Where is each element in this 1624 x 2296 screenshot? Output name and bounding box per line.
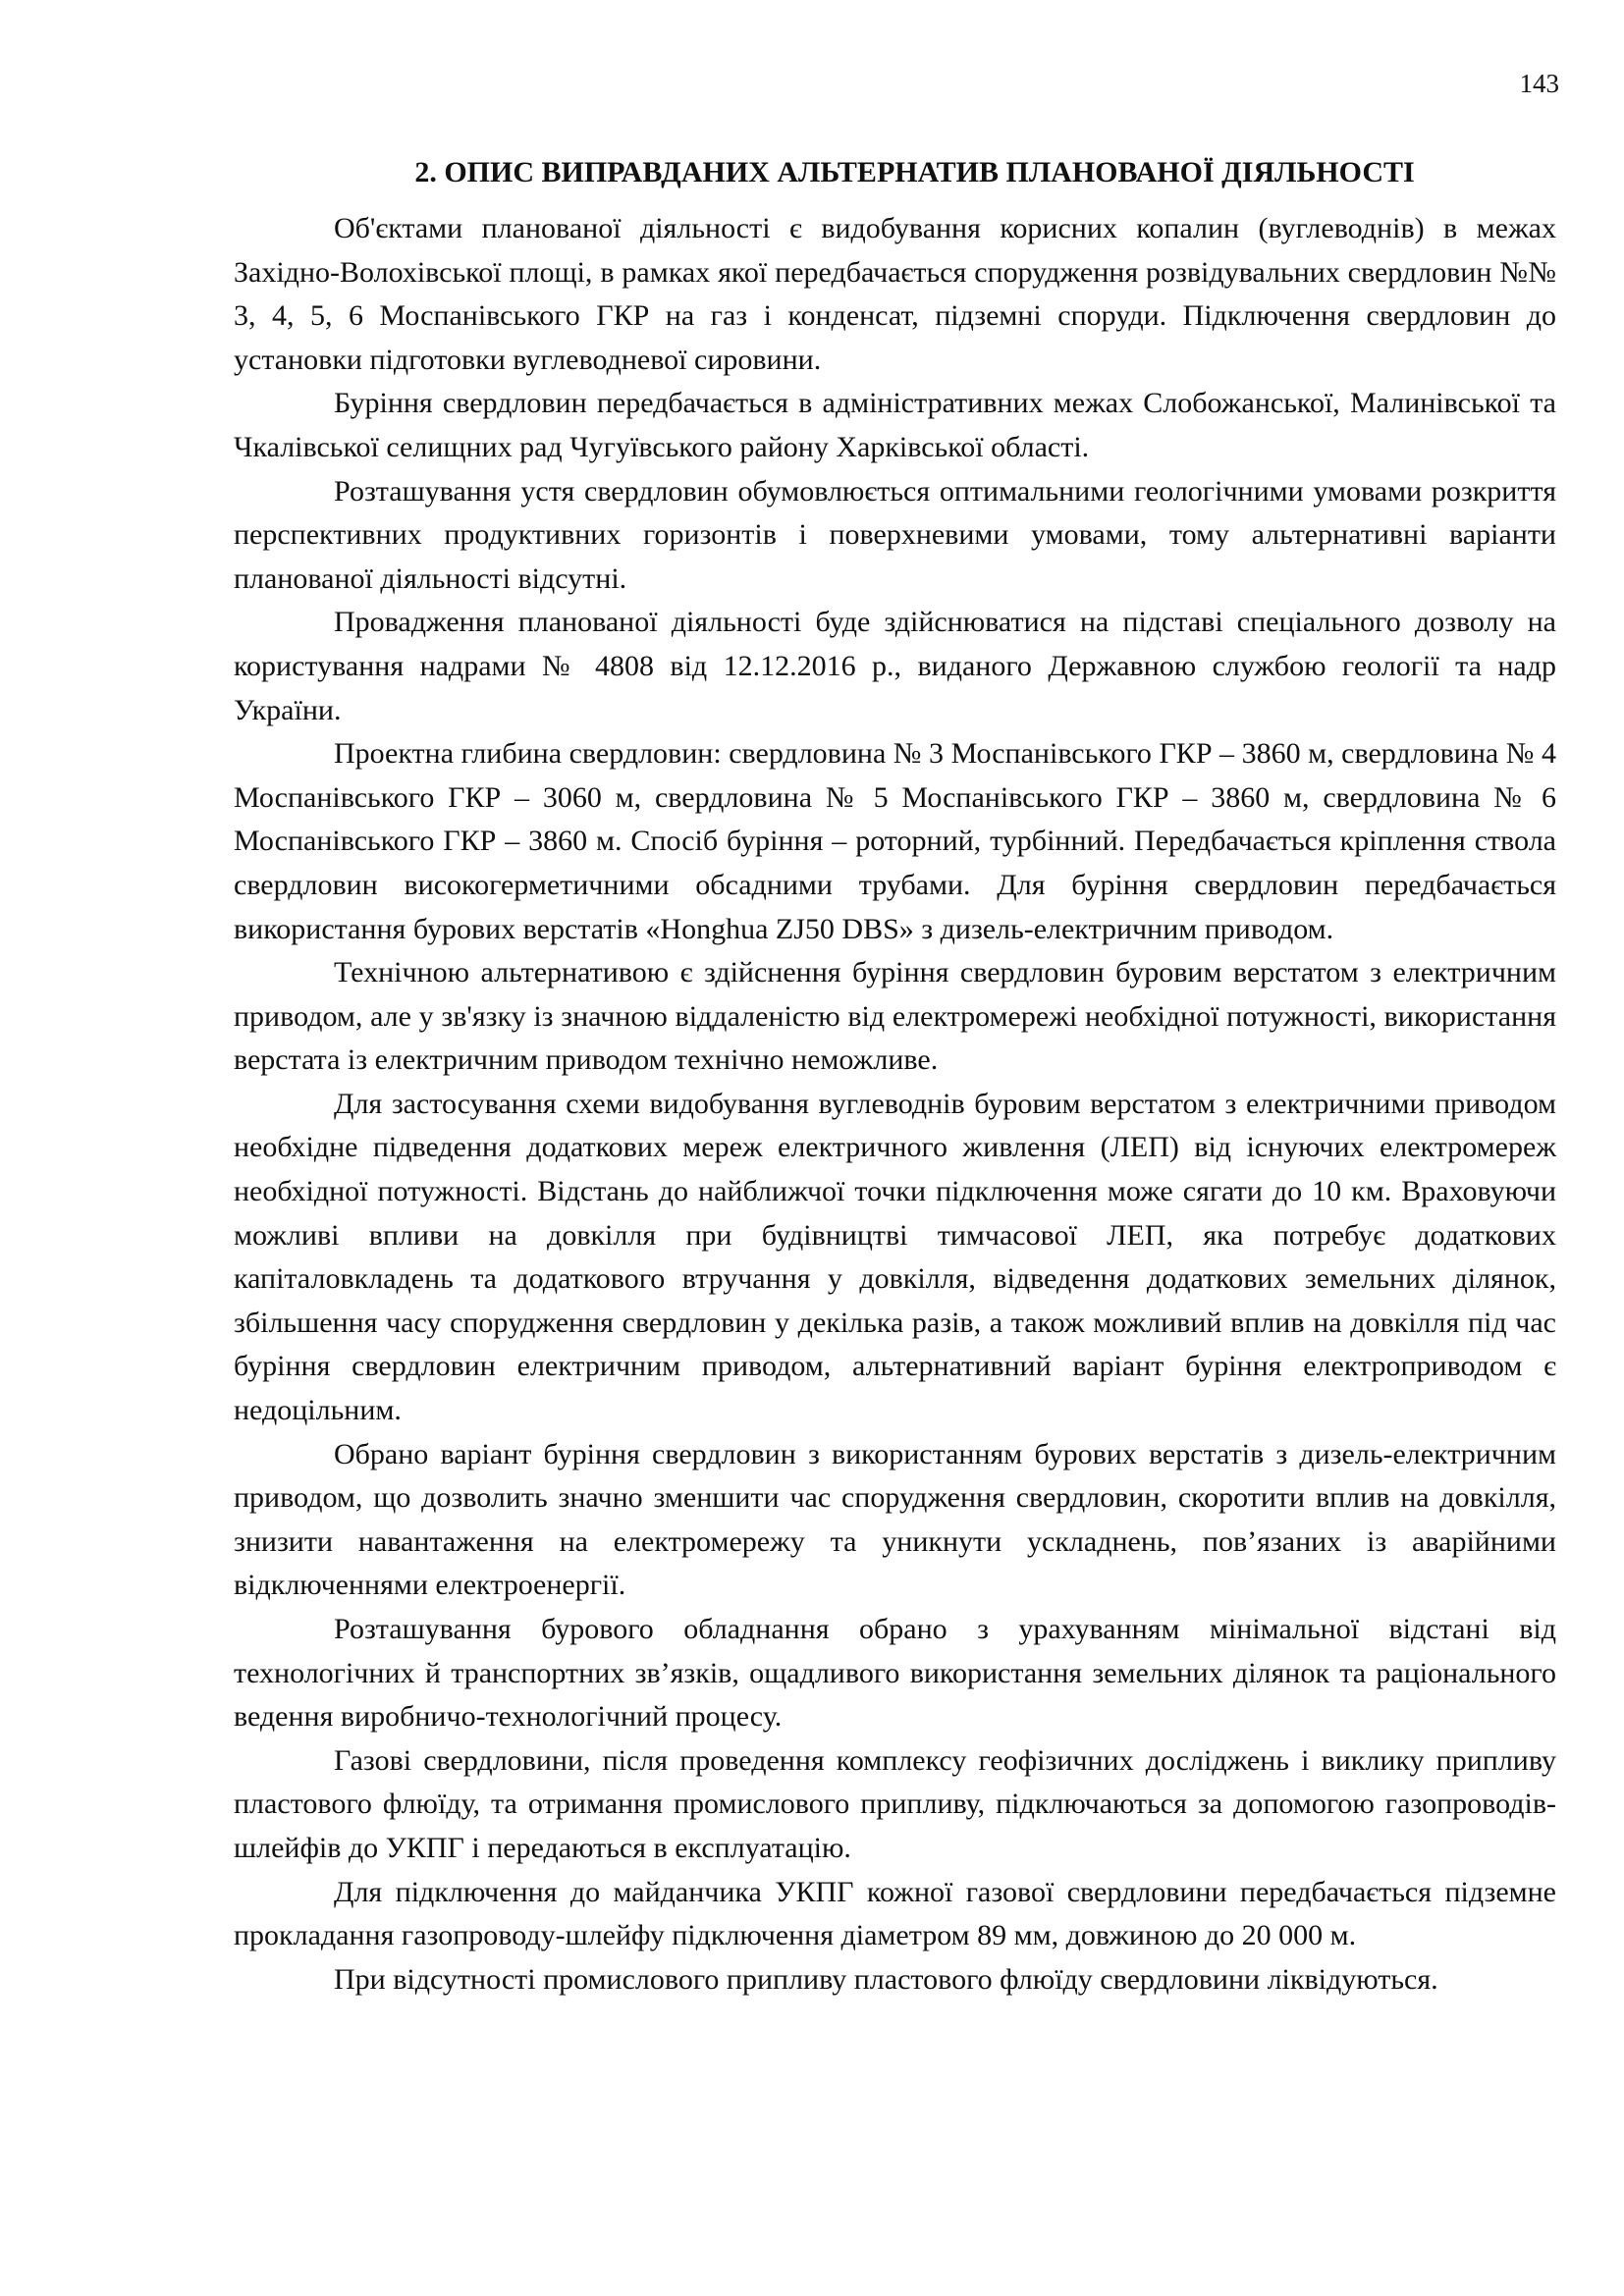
- document-body: [234, 151, 1556, 2002]
- paragraph-7: Для застосування схеми видобування вуглеводнів буровим верстатом з електричними приводом необхідне підведення додаткових мереж електричного живлення (ЛЕП) від існуючих електромереж необхідної потужності. Відстань до найближчої точки підключення може сягати до 10 км. Враховуючи можливі впливи на довкілля при будівництві тимчасової ЛЕП, яка потребує додаткових капіталовкладень та додаткового втручання у довкілля, відведення додаткових земельних ділянок, збільшення часу спорудження свердловин у декілька разів, а також можливий вплив на довкілля під час буріння свердловин електричним приводом, альтернативний варіант буріння електроприводом є недоцільним.: [234, 1087, 1556, 1427]
- section-heading: 2. ОПИС ВИПРАВДАНИХ АЛЬТЕРНАТИВ ПЛАНОВАНОЇ ДІЯЛЬНОСТІ: [414, 156, 1415, 188]
- paragraph-5: Проектна глибина свердловин: свердловина № 3 Моспанівського ГКР – 3860 м, свердловина № 4 Моспанівського ГКР – 3060 м, свердловина № 5 Моспанівського ГКР – 3860 м, свердловина № 6 Моспанівського ГКР – 3860 м. Спосіб буріння – роторний, турбінний. Передбачається кріплення ствола свердловин високогерметичними обсадними трубами. Для буріння свердловин передбачається використання бурових верстатів «Honghua ZJ50 DBS» з дизель-електричним приводом.: [234, 737, 1556, 945]
- page-number: 143: [1519, 69, 1559, 98]
- paragraph-1: Об'єктами планованої діяльності є видобування корисних копалин (вуглеводнів) в межах Західно-Волохівської площі, в рамках якої передбачається спорудження розвідувальних свердловин №№ 3, 4, 5, 6 Моспанівського ГКР на газ і конденсат, підземні споруди. Підключення свердловин до установки підготовки вуглеводневої сировини.: [234, 212, 1556, 376]
- paragraph-2: Буріння свердловин передбачається в адміністративних межах Слобожанської, Малинівської та Чкалівської селищних рад Чугуївського району Харківської області.: [234, 387, 1556, 463]
- paragraph-10: Газові свердловини, після проведення комплексу геофізичних досліджень і виклику припливу пластового флюїду, та отримання промислового припливу, підключаються за допомогою газопроводів-шлейфів до УКПГ і передаються в експлуатацію.: [234, 1743, 1556, 1864]
- paragraph-6: Технічною альтернативою є здійснення буріння свердловин буровим верстатом з електричним приводом, але у зв'язку із значною віддаленістю від електромережі необхідної потужності, використання верстата із електричним приводом технічно неможливе.: [234, 956, 1556, 1077]
- paragraph-12: При відсутності промислового припливу пластового флюїду свердловини ліквідуються.: [334, 1962, 1438, 1996]
- paragraph-11: Для підключення до майданчика УКПГ кожної газової свердловини передбачається підземне прокладання газопроводу-шлейфу підключення діаметром 89 мм, довжиною до 20 000 м.: [234, 1875, 1556, 1952]
- paragraph-4: Провадження планованої діяльності буде здійснюватися на підставі спеціального дозволу на користування надрами № 4808 від 12.12.2016 р., виданого Державною службою геології та надр України.: [234, 606, 1556, 726]
- paragraph-8: Обрано варіант буріння свердловин з використанням бурових верстатів з дизель-електричним приводом, що дозволить значно зменшити час спорудження свердловин, скоротити вплив на довкілля, знизити навантаження на електромережу та уникнути ускладнень, пов’язаних із аварійними відключеннями електроенергії.: [234, 1437, 1556, 1602]
- paragraph-9: Розташування бурового обладнання обрано з урахуванням мінімальної відстані від технологічних й транспортних зв’язків, ощадливого використання земельних ділянок та раціонального ведення виробничо-технологічний процесу.: [234, 1613, 1556, 1734]
- paragraph-3: Розташування устя свердловин обумовлюється оптимальними геологічними умовами розкриття перспективних продуктивних горизонтів і поверхневими умовами, тому альтернативні варіанти планованої діяльності відсутні.: [234, 474, 1556, 595]
